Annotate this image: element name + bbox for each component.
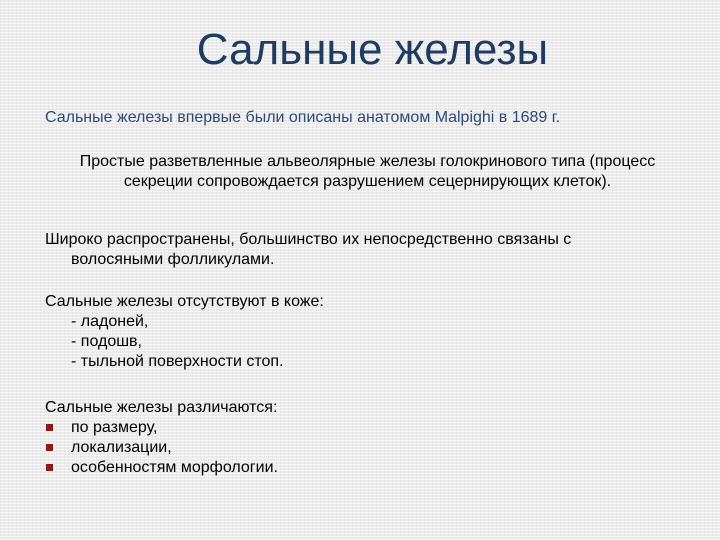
square-bullet-icon — [46, 424, 53, 431]
differences-section — [45, 398, 685, 478]
absence-heading: Сальные железы отсутствуют в коже: — [45, 293, 324, 310]
list-item — [45, 418, 685, 438]
absence-item: - тыльной поверхности стоп. — [71, 353, 284, 370]
distribution-line-1: Широко распространены, большинство их непосредственно связаны с — [45, 231, 572, 248]
slide-title: Сальные железы — [196, 25, 549, 74]
definition-text: Простые разветвленные альвеолярные железы голокринового типа (процесс секреции сопровождается разрушением сецернирующих клеток). — [79, 153, 656, 190]
square-bullet-icon — [46, 444, 53, 451]
differences-heading: Сальные железы различаются: — [45, 399, 278, 416]
differences-list — [45, 418, 685, 478]
list-item — [45, 438, 685, 458]
list-item — [45, 458, 685, 478]
distribution-paragraph — [45, 230, 685, 270]
distribution-line-2: волосяными фолликулами. — [71, 251, 275, 268]
absence-item: - подошв, — [71, 333, 142, 350]
list-item-label: локализации, — [71, 439, 172, 456]
list-item-label: особенностям морфологии. — [71, 459, 278, 476]
intro-text: Сальные железы впервые были описаны анатомом Malpighi в 1689 г. — [45, 109, 561, 126]
list-item-label: по размеру, — [71, 419, 158, 436]
absence-section — [45, 292, 685, 372]
square-bullet-icon — [46, 464, 53, 471]
absence-item: - ладоней, — [71, 313, 149, 330]
